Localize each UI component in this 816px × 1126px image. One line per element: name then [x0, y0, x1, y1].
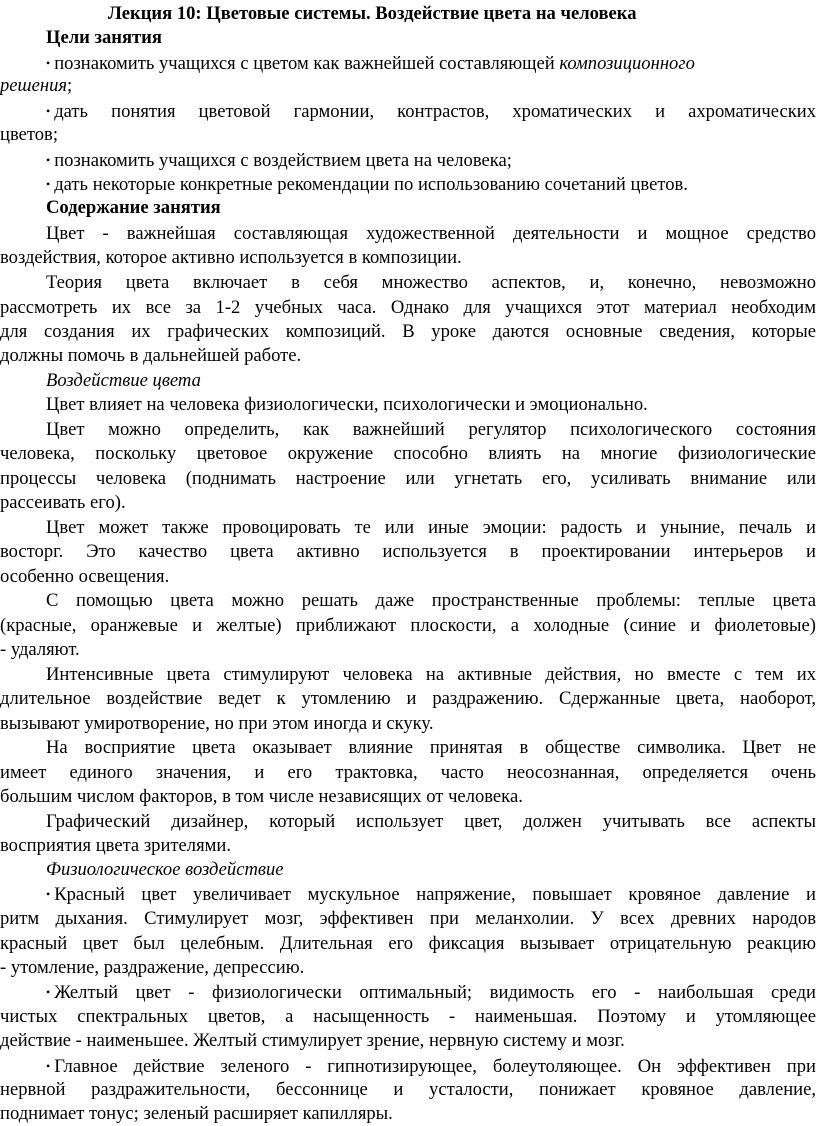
list-item-continuation: решения; [0, 75, 73, 96]
list-item: • Главное действие зеленого - гипнотизирующее, болеутоляющее. Он эффективен при [46, 1056, 816, 1077]
lecture-title: Лекция 10: Цветовые системы. Воздействие цвета на человека [108, 3, 637, 24]
paragraph-line: чистых спектральных цветов, а насыщенность - наименьшая. Поэтому и утомляющее [0, 1006, 816, 1027]
paragraph-line: Графический дизайнер, который использует цвет, должен учитывать все аспекты [46, 811, 816, 832]
list-item: • Красный цвет увеличивает мускульное напряжение, повышает кровяное давление и [46, 884, 816, 905]
paragraph-line: восторг. Это качество цвета активно используется в проектировании интерьеров и [0, 541, 816, 562]
bullet-icon: • [46, 177, 51, 191]
paragraph-line: Теория цвета включает в себя множество аспектов, и, конечно, невозможно [46, 272, 816, 293]
paragraph-line: - удаляют. [0, 639, 80, 660]
paragraph-line: длительное воздействие ведет к утомлению и раздражению. Сдержанные цвета, наоборот, [0, 688, 816, 709]
paragraph-line: для создания их графических композиций. В уроке даются основные сведения, которые [0, 321, 816, 342]
paragraph-line: поднимает тонус; зеленый расширяет капилляры. [0, 1103, 393, 1124]
bullet-icon: • [46, 56, 51, 70]
bullet-icon: • [46, 887, 51, 901]
paragraph-line: воздействия, которое активно используется в композиции. [0, 247, 462, 268]
paragraph-line: человека, поскольку цветовое окружение способно влиять на многие физиологические [0, 443, 816, 464]
paragraph-line: Цвет может также провоцировать те или иные эмоции: радость и уныние, печаль и [46, 517, 816, 538]
paragraph-line: ритм дыхания. Стимулирует мозг, эффективен при меланхолии. У всех древних народов [0, 908, 816, 929]
paragraph-line: (красные, оранжевые и желтые) приближают плоскости, а холодные (синие и фиолетовые) [0, 615, 816, 636]
list-item: • дать некоторые конкретные рекомендации по использованию сочетаний цветов. [46, 174, 688, 195]
list-item: • познакомить учащихся с цветом как важнейшей составляющей композиционного [46, 53, 695, 74]
paragraph-line: действие - наименьшее. Желтый стимулирует зрение, нервную систему и мозг. [0, 1030, 625, 1051]
subheading-color-impact: Воздействие цвета [46, 370, 201, 391]
paragraph-line: рассмотреть их все за 1-2 учебных часа. Однако для учащихся этот материал необходим [0, 297, 816, 318]
paragraph-line: должны помочь в дальнейшей работе. [0, 345, 302, 366]
paragraph-line: Интенсивные цвета стимулируют человека на активные действия, но вместе с тем их [46, 664, 816, 685]
bullet-icon: • [46, 104, 51, 118]
paragraph-line: вызывают умиротворение, но при этом иногда и скуку. [0, 713, 434, 734]
subheading-physiological: Физиологическое воздействие [46, 859, 284, 880]
paragraph-line: Цвет влияет на человека физиологически, психологически и эмоционально. [46, 394, 648, 415]
bullet-icon: • [46, 153, 51, 167]
paragraph-line: восприятия цвета зрителями. [0, 835, 231, 856]
list-item: • дать понятия цветовой гармонии, контрастов, хроматических и ахроматических [46, 101, 816, 122]
paragraph-line: имеет единого значения, и его трактовка, часто неосознанная, определяется очень [0, 762, 816, 783]
paragraph-line: С помощью цвета можно решать даже пространственные проблемы: теплые цвета [46, 590, 816, 611]
paragraph-line: красный цвет был целебным. Длительная его фиксация вызывает отрицательную реакцию [0, 933, 816, 954]
bullet-icon: • [46, 1059, 51, 1073]
paragraph-line: рассеивать его). [0, 492, 126, 513]
paragraph-line: Цвет - важнейшая составляющая художественной деятельности и мощное средство [46, 223, 816, 244]
paragraph-line: - утомление, раздражение, депрессию. [0, 957, 305, 978]
list-item-continuation: цветов; [0, 124, 58, 145]
paragraph-line: нервной раздражительности, бессоннице и усталости, понижает кровяное давление, [0, 1079, 816, 1100]
list-item: • Желтый цвет - физиологически оптимальный; видимость его - наибольшая среди [46, 982, 816, 1003]
paragraph-line: Цвет можно определить, как важнейший регулятор психологического состояния [46, 419, 816, 440]
paragraph-line: процессы человека (поднимать настроение или угнетать его, усиливать внимание или [0, 468, 816, 489]
paragraph-line: особенно освещения. [0, 566, 170, 587]
section-heading-goals: Цели занятия [46, 27, 162, 48]
bullet-icon: • [46, 985, 51, 999]
paragraph-line: На восприятие цвета оказывает влияние принятая в обществе символика. Цвет не [46, 737, 816, 758]
list-item: • познакомить учащихся с воздействием цвета на человека; [46, 150, 512, 171]
section-heading-content: Содержание занятия [46, 197, 221, 218]
paragraph-line: большим числом факторов, в том числе независящих от человека. [0, 786, 523, 807]
